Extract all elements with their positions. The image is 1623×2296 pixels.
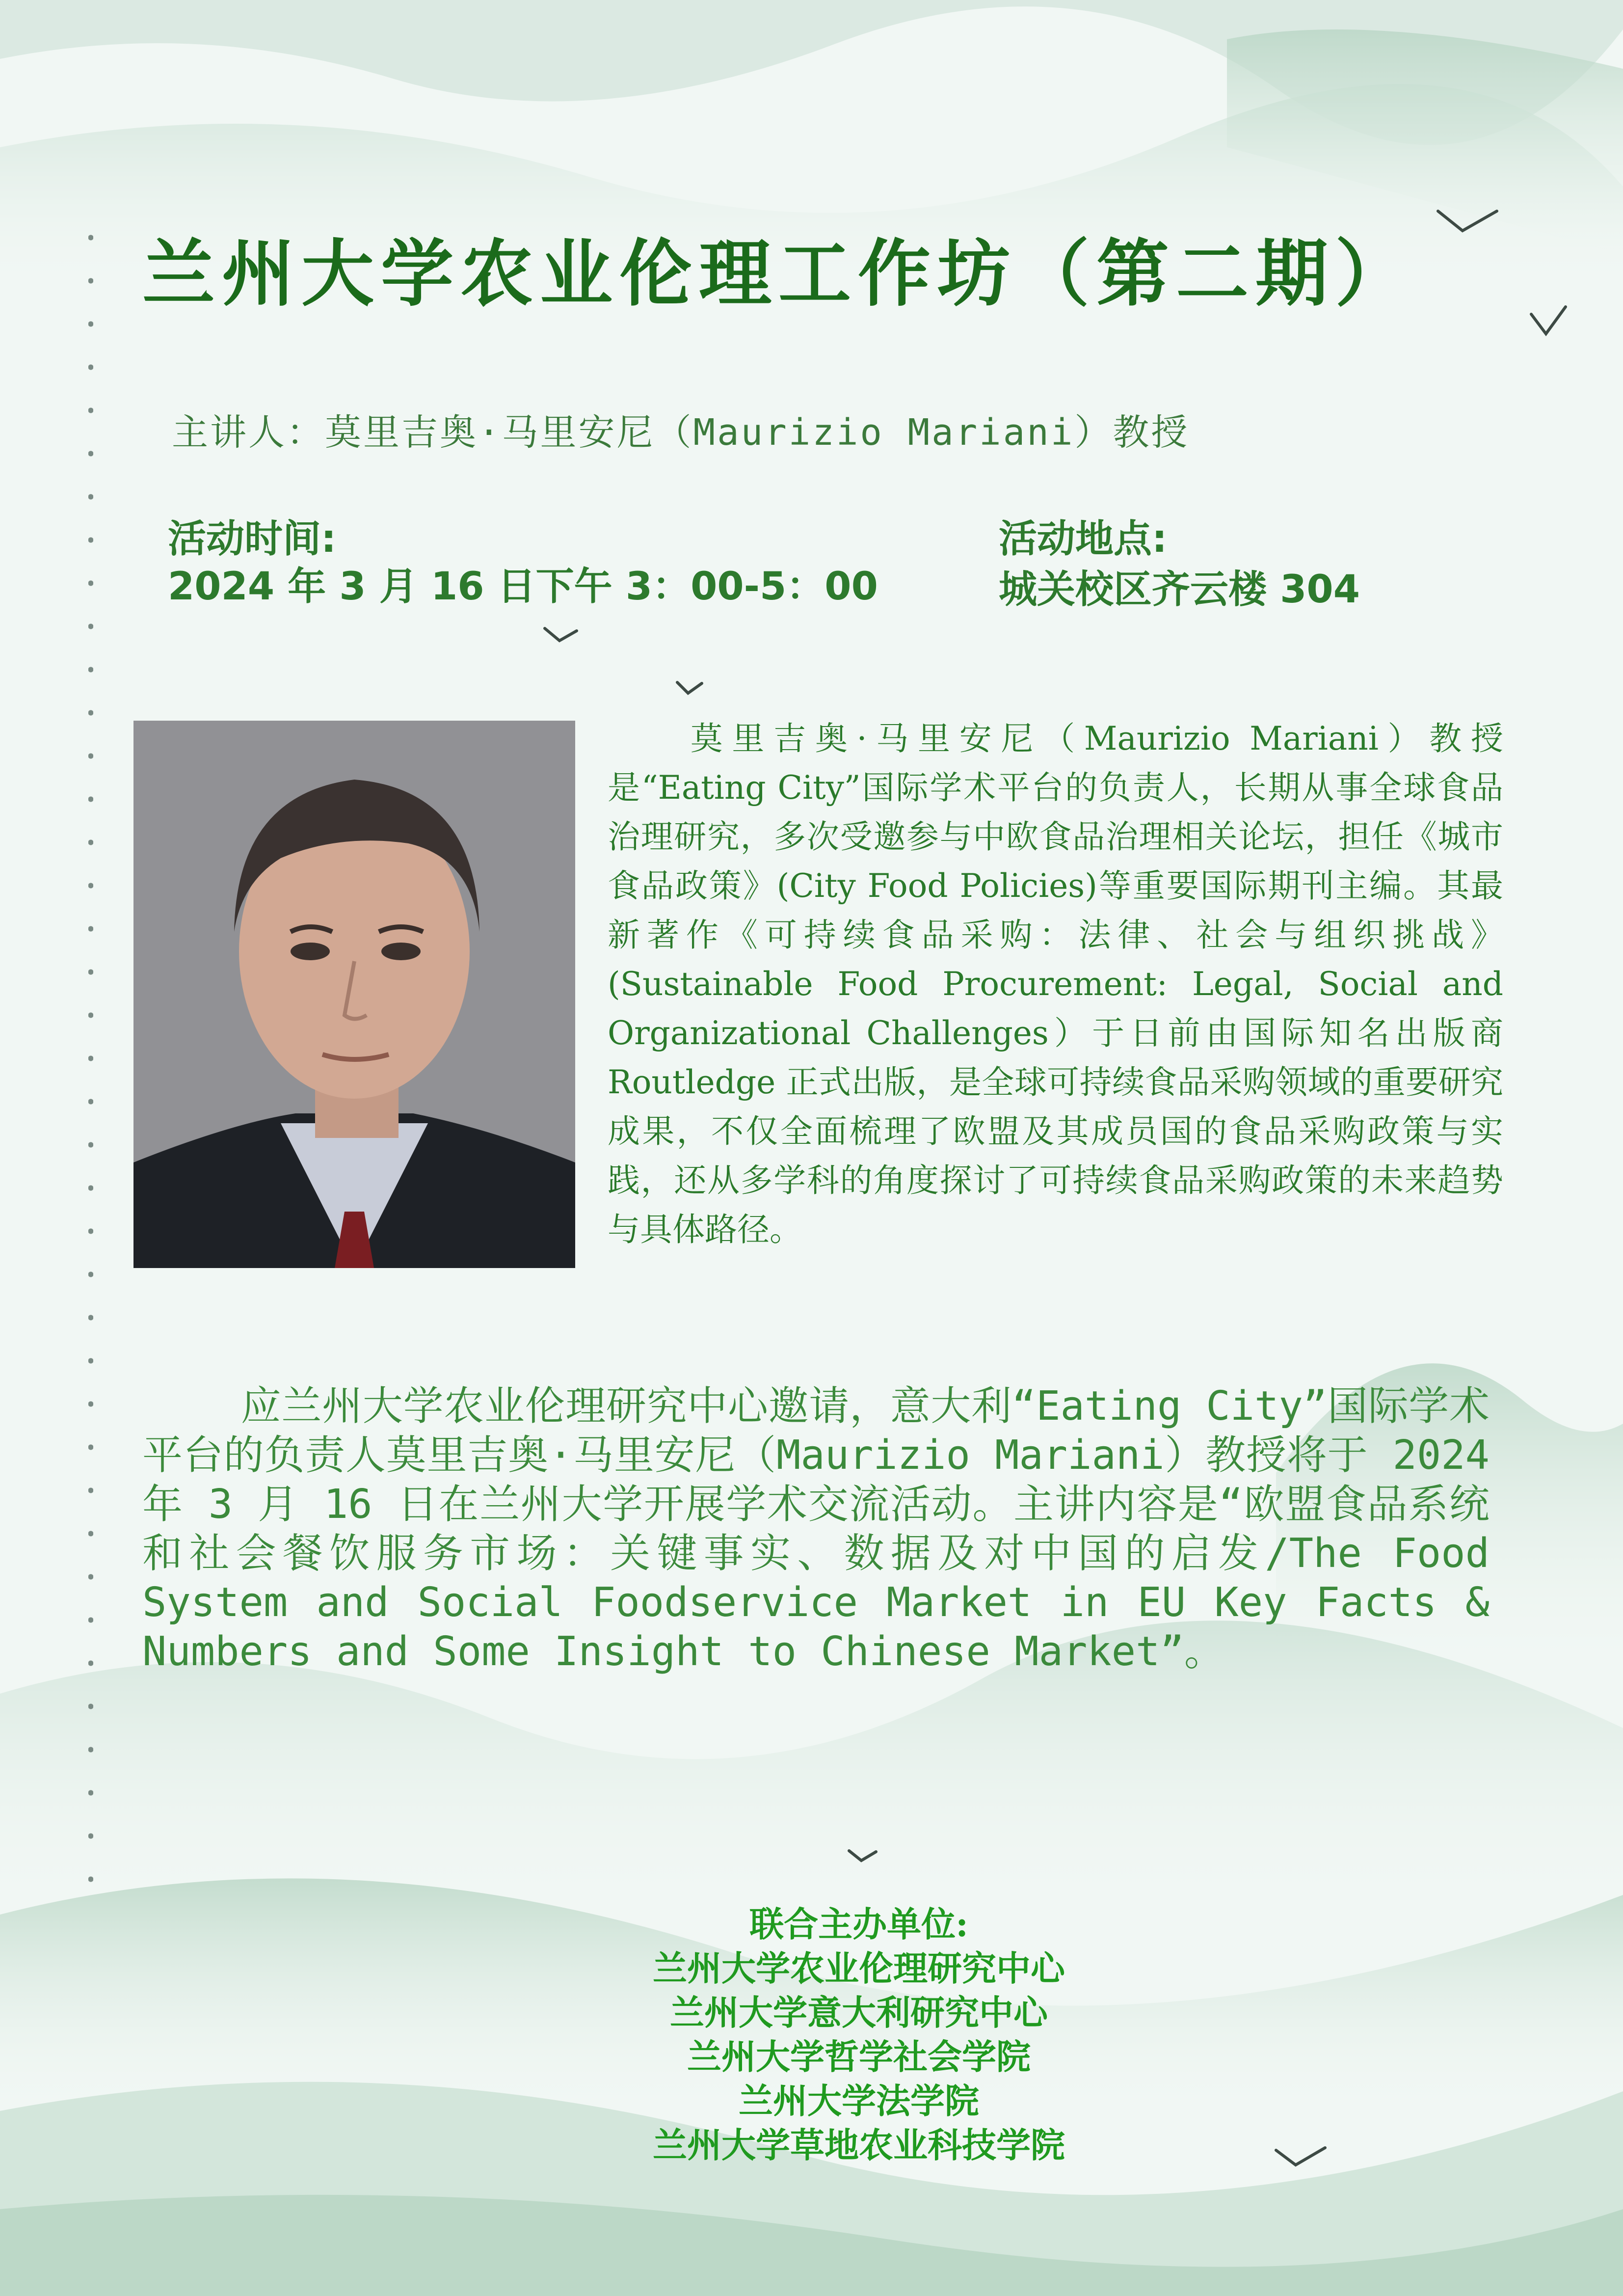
event-announcement [142,1382,1490,1676]
organizer-item: 兰州大学意大利研究中心 [670,1992,1048,2033]
organizers-block [564,1902,1153,2167]
organizer-item: 兰州大学农业伦理研究中心 [653,1948,1065,1989]
organizer-item: 兰州大学法学院 [739,2080,979,2121]
speaker-bio-text: 莫里吉奥·马里安尼（Maurizio Mariani）教授是“Eating City”国际学术平台的负责人，长期从事全球食品治理研究，多次受邀参与中欧食品治理相关论坛，担任《城市食品政策》(City Food Policies)等重要国际期刊主编。其最新著作《可持续食品采购：法律、社会与组织挑战》(Sustainable Food Procurement: Legal, Social and Organizational Challenges）于日前由国际知名出版商 Routledge 正式出版，是全球可持续食品采购领域的重要研究成果，不仅全面梳理了欧盟及其成员国的食品采购政策与实践，还从多学科的角度探讨了可持续食品采购政策的未来趋势与具体路径。 [608,720,1503,1248]
organizer-item: 兰州大学草地农业科技学院 [653,2125,1065,2165]
dotted-margin-line [88,216,93,1905]
venue-value: 城关校区齐云楼 304 [999,567,1360,612]
speaker-bio [608,714,1503,1254]
page-title: 兰州大学农业伦理工作坊（第二期） [142,231,1414,316]
speaker-line: 主讲人：莫里吉奥·马里安尼（Maurizio Mariani）教授 [172,411,1190,454]
organizer-item: 兰州大学哲学社会学院 [687,2036,1031,2077]
organizers-heading: 联合主办单位: [749,1904,968,1945]
speaker-photo [133,721,575,1268]
event-announcement-text: 应兰州大学农业伦理研究中心邀请，意大利“Eating City”国际学术平台的负责人莫里吉奥·马里安尼（Maurizio Mariani）教授将于 2024 年 3 月 16 日在兰州大学开展学术交流活动。主讲内容是“欧盟食品系统和社会餐饮服务市场：关键事实、数据及对中国的启发/The Food System and Social Foodservice Market in EU Key Facts & Numbers and Some Insight to Chinese Market”。 [142,1383,1490,1675]
time-value: 2024 年 3 月 16 日下午 3：00-5：00 [168,565,878,609]
time-label: 活动时间: [168,517,337,561]
venue-label: 活动地点: [999,517,1168,561]
